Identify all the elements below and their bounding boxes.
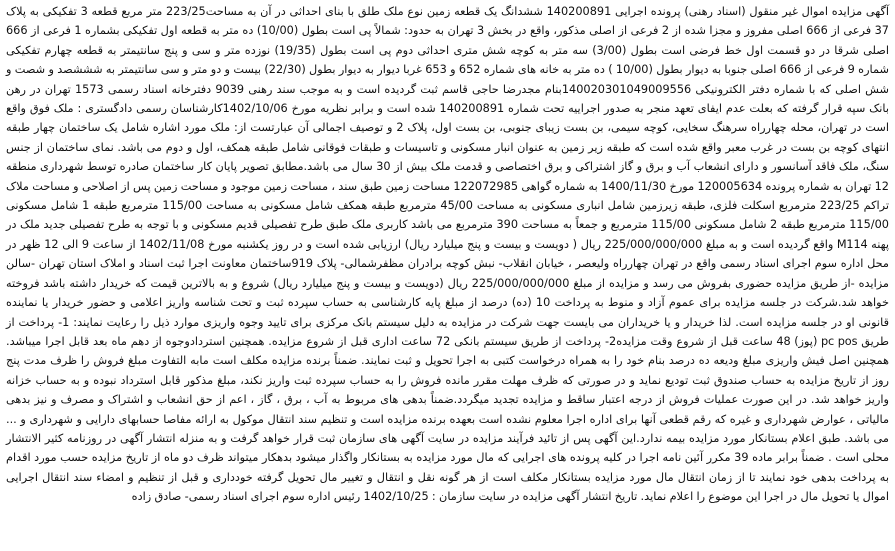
notice-body-text: آگهی مزایده اموال غیر منقول (اسناد رهنی) پرونده اجرایی 140200891 ششدانگ یک قطعه زمین نوع ملک طلق با بنای احداثی در آن به مساحت223/25 متر مربع قطعه 3 تفکیکی به پلاک 37 فرعی از 666 اصلی مفروز و مجزا شده از 2 فرعی از اصلی مذکور، واقع در بخش 3 تهران به حدود: شمالاً پی است بطول (10/00) ده متر به قطعه اول تفکیکی بشماره 1 فرعی از 666 اصلی شرقا در دو قسمت اول خط فرضی است بطول (3/00) سه متر به کوچه شش متری احداثی دوم پی است بطول (19/35) نوزده متر و سی و پنج سانتیمتر به قطعه چهارم تفکیکی شماره 9 فرعی از 666 اصلی جنوبا به دیوار بطول (10/00 ) ده متر به خانه های شماره 652 و 653 غربا دیوار به دیوار بطول (22/30) بیست و دو متر و سی سانتیمتر به شششصد و شصت و شش اصلی که با شماره دفتر الکترونیکی 140020301049009556بنام مجدرضا حاجی قاسم ثبت گردیده است و به موجب سند رهنی 9039 دفترخانه اسناد رسمی 1573 تهران در رهن بانک سپه قرار گرفته که بعلت عدم ایفای تعهد منجر به صدور اجراییه تحت شماره 140200891 شده است و برابر نظریه مورخ 1402/10/06کارشناسان رسمی دادگستری : ملک فوق واقع است در تهران، محله چهارراه سرهنگ سخایی، کوچه سیمی، بن بست زیبای جنوبی، بن بست اول، پلاک 2 و توصیف اجمالی آن عبارتست از: ملک مورد اشاره شامل یک ساختمان چهار طبقه انتهای کوچه بن بست در غرب معبر واقع شده است که طبقه زیر زمین به عنوان انبار مسکونی و تاسیسات و طبقات فوقانی شامل طبقه همکف، اول و دوم می باشد. نمای ساختمان از جنس سنگ، ملک فاقد آسانسور و دارای انشعاب آب و برق و گاز اشتراکی و برق اختصاصی و قدمت ملک بیش از 30 سال می باشد.مطابق تصویر پایان کار ساختمان صادره توسط شهرداری منطقه 12 تهران به شماره پرونده 120005634 مورخ 1400/11/30 به شماره گواهی 122072985 مساحت زمین طبق سند ، مساحت زمین موجود و مساحت زمین پس از اصلاحی و مساحت ملاک تراکم 223/25 مترمربع اسکلت فلزی، طبقه زیرزمین شامل انباری مسکونی به مساحت 45/00 مترمربع طبقه همکف شامل مسکونی به مساحت 115/00 مترمربع طبقه 1 شامل مسکونی 115/00 مترمربع طبقه 2 شامل مسکونی 115/00 مترمربع و جمعاً به مساحت 390 مترمربع می باشد کاربری ملک طبق طرح تفصیلی قدیم مسکونی و با توجه به طرح تفصیلی جدید ملک در پهنه M114 واقع گردیده است و به مبلغ 225/000/000/000 ریال ( دویست و بیست و پنج میلیارد ریال) ارزیابی شده است و در روز یکشنبه مورخ 1402/11/08 از ساعت 9 الی 12 ظهر در محل اداره سوم اجرای اسناد رسمی واقع در تهران چهارراه ولیعصر ، خیابان انقلاب- نبش کوچه برادران مظفرشمالی- پلاک 919ساختمان معاونت اجرا ثبت اسناد و املاک استان تهران -سالن مزایده -از طریق مزایده حضوری بفروش می رسد و مزایده از مبلغ 225/000/000/000 ریال (دویست و بیست و پنج میلیارد ریال) شروع و به بالاترین قیمت که خریدار داشته باشد فروخته خواهد شد.شرکت در جلسه مزایده برای عموم آزاد و منوط به پرداخت 10 (ده) درصد از مبلغ پایه کارشناسی به حساب سپرده ثبت و تحت شناسه واریز اعلامی و حضور خریدار یا نماینده قانونی او در جلسه مزایده است. لذا خریدار و یا خریداران می بایست جهت شرکت در مزایده به دلیل سیستم بانک مرکزی برای تایید وجوه واریزی موارد ذیل را رعایت نمایند: 1- پرداخت از طریق pc pos (پوز) 48 ساعت قبل از شروع وقت مزایده2- پرداخت از طریق سیستم بانکی 72 ساعت اداری قبل از شروع مزایده. همچنین استردادوجوه از دهم ماه بعد قابل اجرا میباشد. همچنین اصل فیش واریزی مبلغ ودیعه ده درصد بنام خود را به همراه درخواست کتبی به اجرا تحویل و ثبت نمایند. ضمناً برنده مزایده مکلف است مابه التفاوت مبلغ فروش را ظرف مدت پنج روز از تاریخ مزایده به حساب صندوق ثبت تودیع نماید و در صورتی که ظرف مهلت مقرر مانده فروش را به حساب سپرده ثبت واریز نکند، مبلغ مذکور قابل استرداد نبوده و به حساب خزانه واریز خواهد شد. در این صورت عملیات فروش از درجه اعتبار ساقط و مزایده تجدید میگردد.ضمناً بدهی های مربوط به آب ، برق ، گاز ، اعم از حق انشعاب و اشتراک و مصرف و نیز بدهی مالیاتی ، عوارض شهرداری و غیره که رقم قطعی آنها برای اداره اجرا معلوم نشده است بعهده برنده مزایده است و تنظیم سند انتقال موکول به ارائه مفاصا حسابهای دارایی و شهرداری و ... می باشد. طبق اعلام بستانکار مورد مزایده بیمه ندارد.این آگهی پس از تائید فرآیند مزایده در سایت آگهی های سازمان ثبت قرار خواهد گرفت و به منزله انتشار آگهی در روزنامه کثیر الانتشار محلی است . ضمناً برابر ماده 39 مکرر آئین نامه اجرا در کلیه پرونده های اجرایی که مال مورد مزایده به بستانکار واگذار میشود بدهکار میتواند ظرف دو ماه از تاریخ مزایده حسب مورد اقدام به پرداخت بدهی خود نمایند تا از زمان انتقال مال مورد مزایده بستانکار مکلف است از هر گونه نقل و انتقال و تغییر مال تحویل گرفته خودداری و قبل از تنظیم و امضاء سند انتقال اجرایی اموال یا تحویل مال در اجرا این موضوع را اعلام نماید. تاریخ انتشار آگهی مزایده در سایت سازمان : 1402/10/25 رئیس اداره سوم اجرای اسناد رسمی- صادق زاده bbox=[6, 5, 890, 504]
